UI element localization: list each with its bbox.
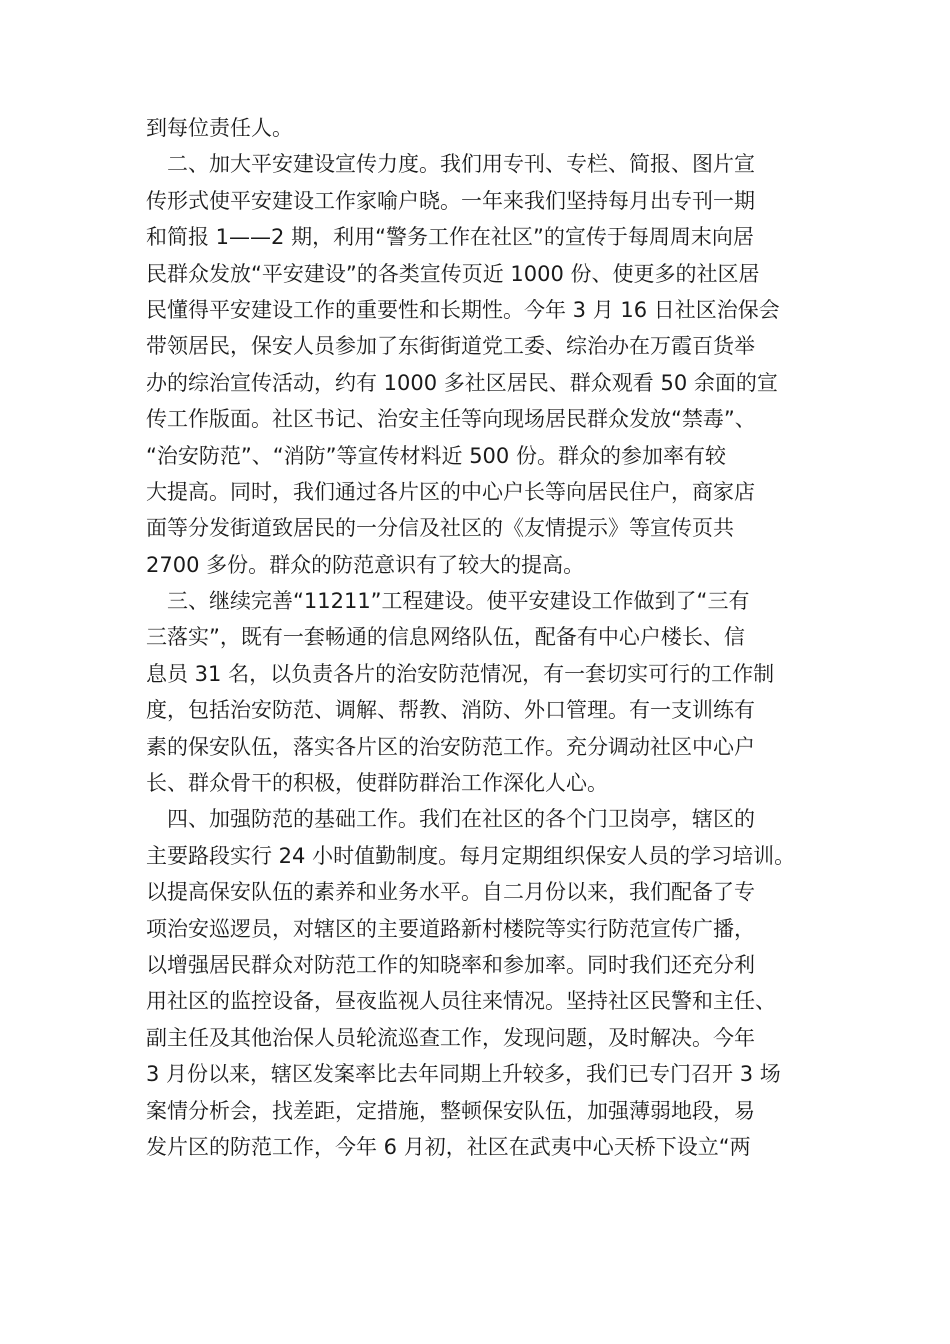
text-line: 三落实”，既有一套畅通的信息网络队伍，配备有中心户楼长、信 bbox=[146, 625, 745, 650]
text-line: “治安防范”、“消防”等宣传材料近 500 份。群众的参加率有较 bbox=[146, 443, 726, 468]
text-line: 主要路段实行 24 小时值勤制度。每月定期组织保安人员的学习培训。 bbox=[146, 843, 796, 868]
text-line: 到每位责任人。 bbox=[146, 116, 293, 140]
text-line: 和简报 1——2 期，利用“警务工作在社区”的宣传于每周周末向居 bbox=[146, 225, 754, 250]
paragraph-heading-line: 三、继续完善“11211”工程建设。使平安建设工作做到了“三有 bbox=[167, 589, 750, 614]
text-line: 项治安巡逻员，对辖区的主要道路新村楼院等实行防范宣传广播， bbox=[146, 916, 755, 941]
text-line: 民懂得平安建设工作的重要性和长期性。今年 3 月 16 日社区治保会 bbox=[146, 297, 780, 322]
text-line: 大提高。同时，我们通过各片区的中心户长等向居民住户，商家店 bbox=[146, 479, 755, 504]
text-line: 办的综治宣传活动，约有 1000 多社区居民、群众观看 50 余面的宣 bbox=[146, 370, 778, 395]
text-line: 发片区的防范工作，今年 6 月初，社区在武夷中心天桥下设立“两 bbox=[146, 1134, 751, 1159]
text-line: 3 月份以来，辖区发案率比去年同期上升较多，我们已专门召开 3 场 bbox=[146, 1062, 781, 1087]
text-line: 民群众发放“平安建设”的各类宣传页近 1000 份、使更多的社区居 bbox=[146, 261, 760, 286]
paragraph-heading-line: 二、加大平安建设宣传力度。我们用专刊、专栏、简报、图片宣 bbox=[167, 152, 755, 177]
document-page bbox=[146, 110, 808, 1165]
text-line: 带领居民，保安人员参加了东街街道党工委、综治办在万霞百货举 bbox=[146, 334, 755, 359]
text-line: 2700 多份。群众的防范意识有了较大的提高。 bbox=[146, 552, 585, 577]
text-line: 度，包括治安防范、调解、帮教、消防、外口管理。有一支训练有 bbox=[146, 698, 755, 723]
text-line: 息员 31 名，以负责各片的治安防范情况，有一套切实可行的工作制 bbox=[146, 661, 775, 686]
text-line: 以提高保安队伍的素养和业务水平。自二月份以来，我们配备了专 bbox=[146, 880, 755, 905]
text-line: 案情分析会，找差距，定措施，整顿保安队伍，加强薄弱地段，易 bbox=[146, 1098, 755, 1123]
text-line: 用社区的监控设备，昼夜监视人员往来情况。坚持社区民警和主任、 bbox=[146, 989, 776, 1014]
text-line: 素的保安队伍，落实各片区的治安防范工作。充分调动社区中心户 bbox=[146, 734, 755, 759]
text-line: 传工作版面。社区书记、治安主任等向现场居民群众发放“禁毒”、 bbox=[146, 407, 756, 432]
text-line: 长、群众骨干的积极，使群防群治工作深化人心。 bbox=[146, 771, 608, 796]
text-line: 副主任及其他治保人员轮流巡查工作，发现问题，及时解决。今年 bbox=[146, 1025, 755, 1050]
text-line: 以增强居民群众对防范工作的知晓率和参加率。同时我们还充分利 bbox=[146, 952, 755, 977]
text-line: 面等分发街道致居民的一分信及社区的《友情提示》等宣传页共 bbox=[146, 516, 734, 541]
text-line: 传形式使平安建设工作家喻户晓。一年来我们坚持每月出专刊一期 bbox=[146, 188, 755, 213]
paragraph-heading-line: 四、加强防范的基础工作。我们在社区的各个门卫岗亭，辖区的 bbox=[167, 807, 755, 832]
